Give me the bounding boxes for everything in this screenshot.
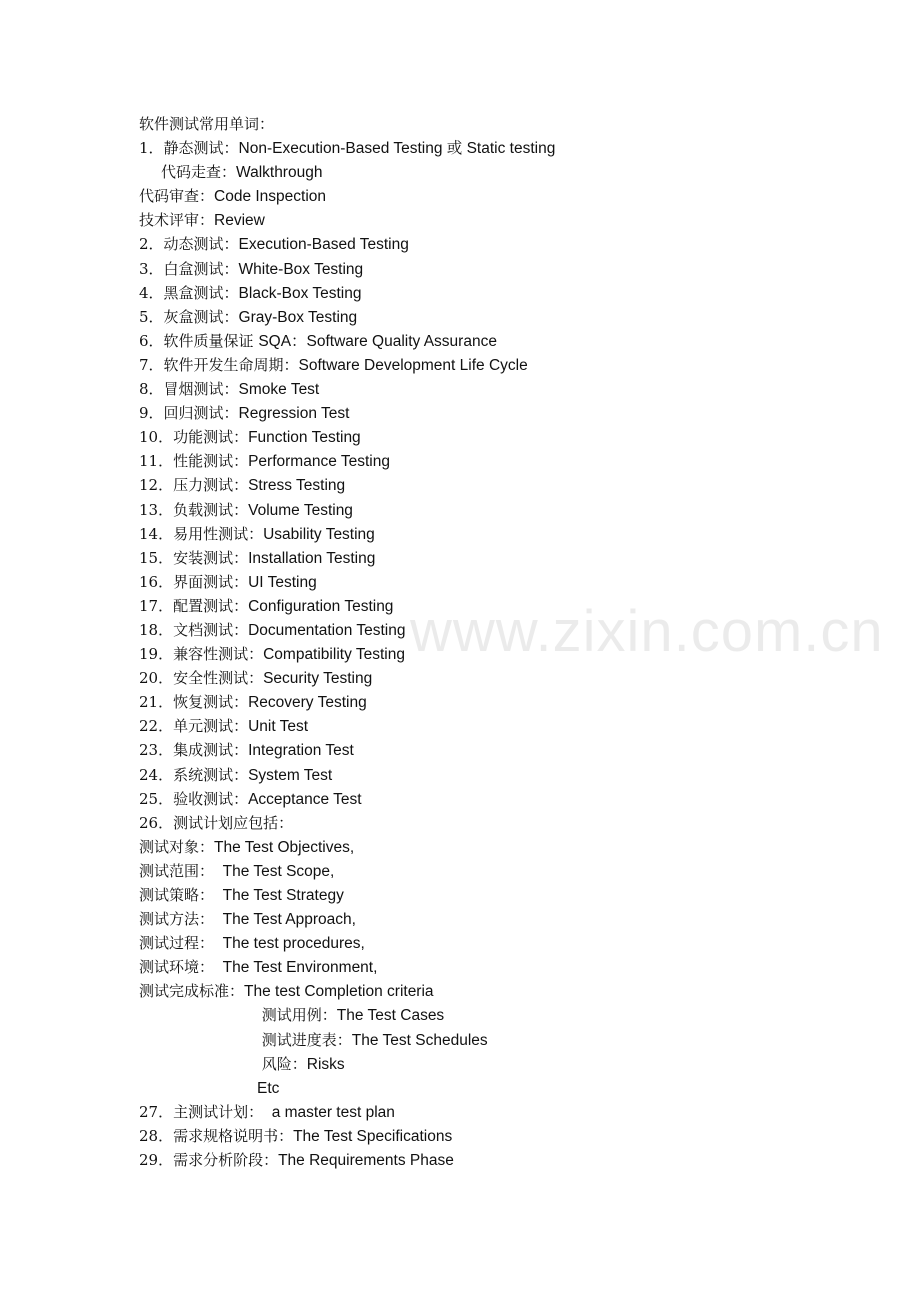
term-chinese: 28．需求规格说明书： (139, 1126, 294, 1145)
term-chinese: 2．动态测试： (139, 235, 239, 254)
term-chinese: 18．文档测试： (139, 620, 249, 639)
term-english: Acceptance Test (248, 790, 362, 808)
list-item (139, 570, 839, 594)
term-chinese: 1．静态测试： (139, 139, 239, 158)
term-chinese: 24．系统测试： (139, 765, 249, 784)
list-item (139, 1076, 839, 1100)
term-english: Smoke Test (238, 381, 320, 399)
list-item (139, 1124, 839, 1148)
list-item (139, 1148, 839, 1172)
term-english: Usability Testing (263, 525, 375, 543)
term-english: Security Testing (263, 670, 373, 688)
term-chinese: 测试用例： (257, 1006, 337, 1025)
list-item (139, 594, 839, 618)
list-item (139, 329, 839, 353)
list-item (139, 377, 839, 401)
list-item (139, 281, 839, 305)
vocabulary-list (139, 112, 839, 1172)
term-english: Risks (306, 1055, 345, 1073)
list-item (139, 642, 839, 666)
list-item (139, 931, 839, 955)
list-item (139, 738, 839, 762)
list-item (139, 763, 839, 787)
term-chinese: 测试范围： (139, 861, 215, 880)
term-english: a master test plan (263, 1103, 395, 1121)
term-english: Software Development Life Cycle (298, 356, 528, 374)
term-chinese: 22．单元测试： (139, 717, 249, 736)
term-chinese: 测试策略： (139, 886, 215, 904)
term-english: Documentation Testing (248, 621, 406, 639)
term-chinese: 12．压力测试： (139, 476, 249, 495)
term-english: Gray-Box Testing (238, 308, 358, 326)
term-english: Compatibility Testing (263, 646, 405, 664)
term-chinese: 9．回归测试： (139, 404, 239, 423)
term-english: Integration Test (248, 742, 354, 760)
term-chinese: 13．负载测试： (139, 500, 249, 519)
list-item (139, 160, 839, 184)
term-english: Black-Box Testing (238, 284, 362, 302)
term-english: The Test Strategy (214, 887, 344, 904)
term-chinese: 11．性能测试： (139, 452, 249, 471)
list-item (139, 1052, 839, 1076)
term-english: Recovery Testing (248, 694, 367, 712)
term-english: Regression Test (238, 405, 350, 423)
watermark: www.zixin.com.cn (410, 599, 884, 664)
term-english: The Test Scope, (214, 862, 335, 880)
term-chinese: 风险： (257, 1054, 307, 1073)
term-english: Performance Testing (248, 453, 390, 471)
list-item (139, 1003, 839, 1027)
term-chinese: 26．测试计划应包括： (139, 813, 294, 832)
term-chinese: 测试方法： (139, 910, 215, 929)
term-english: Configuration Testing (248, 597, 394, 615)
list-item (139, 714, 839, 738)
list-item (139, 883, 839, 907)
term-chinese: 14．易用性测试： (139, 524, 264, 543)
term-english: SQA：Software Quality Assurance (258, 332, 497, 350)
list-item (139, 618, 839, 642)
term-english: Installation Testing (248, 549, 376, 567)
list-item (139, 112, 839, 136)
term-chinese: 3．白盒测试： (139, 259, 239, 278)
term-chinese: 20．安全性测试： (139, 669, 264, 688)
list-item (139, 546, 839, 570)
list-item (139, 522, 839, 546)
term-chinese: 15．安装测试： (139, 548, 249, 567)
term-english: Review (214, 212, 265, 230)
term-chinese: 测试进度表： (257, 1030, 352, 1049)
term-english: Non-Execution-Based Testing 或 Static testing (238, 140, 556, 158)
term-english: UI Testing (248, 573, 317, 591)
term-chinese: 6．软件质量保证 (139, 331, 259, 350)
term-english: The Test Cases (336, 1007, 445, 1025)
list-item (139, 690, 839, 714)
term-chinese: 16．界面测试： (139, 572, 249, 591)
term-chinese: 代码审查： (139, 187, 215, 206)
term-english: Unit Test (248, 718, 309, 736)
list-item (139, 835, 839, 859)
term-chinese: 5．灰盒测试： (139, 307, 239, 326)
term-english: Execution-Based Testing (238, 236, 409, 254)
term-english: The Requirements Phase (278, 1152, 454, 1170)
list-item (139, 473, 839, 497)
term-chinese: 软件测试常用单词： (139, 115, 275, 133)
term-english: The Test Schedules (351, 1031, 488, 1049)
term-english: The Test Approach, (214, 911, 356, 929)
term-chinese: 17．配置测试： (139, 596, 249, 615)
list-item (139, 305, 839, 329)
term-english: White-Box Testing (238, 260, 364, 278)
list-item (139, 257, 839, 281)
term-english: Function Testing (248, 429, 361, 447)
list-item (139, 811, 839, 835)
term-chinese: 25．验收测试： (139, 789, 249, 808)
list-item (139, 1100, 839, 1124)
list-item (139, 979, 839, 1003)
term-chinese: 7．软件开发生命周期： (139, 355, 299, 374)
term-chinese: 23．集成测试： (139, 741, 249, 760)
term-chinese: 测试环境： (139, 958, 215, 977)
term-chinese: 测试过程： (139, 934, 215, 953)
list-item (139, 232, 839, 256)
term-chinese: 测试完成标准： (139, 982, 245, 1001)
list-item (139, 184, 839, 208)
term-english: The Test Specifications (293, 1127, 453, 1145)
term-english: The Test Objectives, (214, 838, 355, 856)
term-chinese: 21．恢复测试： (139, 693, 249, 712)
term-chinese: 技术评审： (139, 211, 215, 230)
term-english: Walkthrough (236, 164, 323, 182)
list-item (139, 401, 839, 425)
term-chinese: 4．黑盒测试： (139, 283, 239, 302)
list-item (139, 208, 839, 232)
list-item (139, 955, 839, 979)
list-item (139, 787, 839, 811)
list-item (139, 666, 839, 690)
list-item (139, 859, 839, 883)
term-english: Stress Testing (248, 477, 346, 495)
term-chinese: 29．需求分析阶段： (139, 1151, 279, 1170)
term-english: Volume Testing (248, 501, 353, 519)
list-item (139, 907, 839, 931)
list-item (139, 1028, 839, 1052)
list-item (139, 498, 839, 522)
term-english: Etc (257, 1079, 280, 1097)
term-chinese: 8．冒烟测试： (139, 380, 239, 399)
term-chinese: 19．兼容性测试： (139, 645, 264, 664)
list-item (139, 425, 839, 449)
term-chinese: 10．功能测试： (139, 428, 249, 447)
term-english: System Test (248, 766, 333, 784)
term-english: Code Inspection (214, 188, 327, 206)
term-chinese: 测试对象： (139, 837, 215, 856)
term-chinese: 代码走查： (161, 163, 237, 182)
term-chinese: 27．主测试计划： (139, 1102, 264, 1121)
term-english: The test Completion criteria (244, 983, 434, 1001)
list-item (139, 449, 839, 473)
list-item (139, 353, 839, 377)
list-item (139, 136, 839, 160)
term-english: The test procedures, (214, 935, 365, 953)
term-english: The Test Environment, (214, 959, 378, 977)
